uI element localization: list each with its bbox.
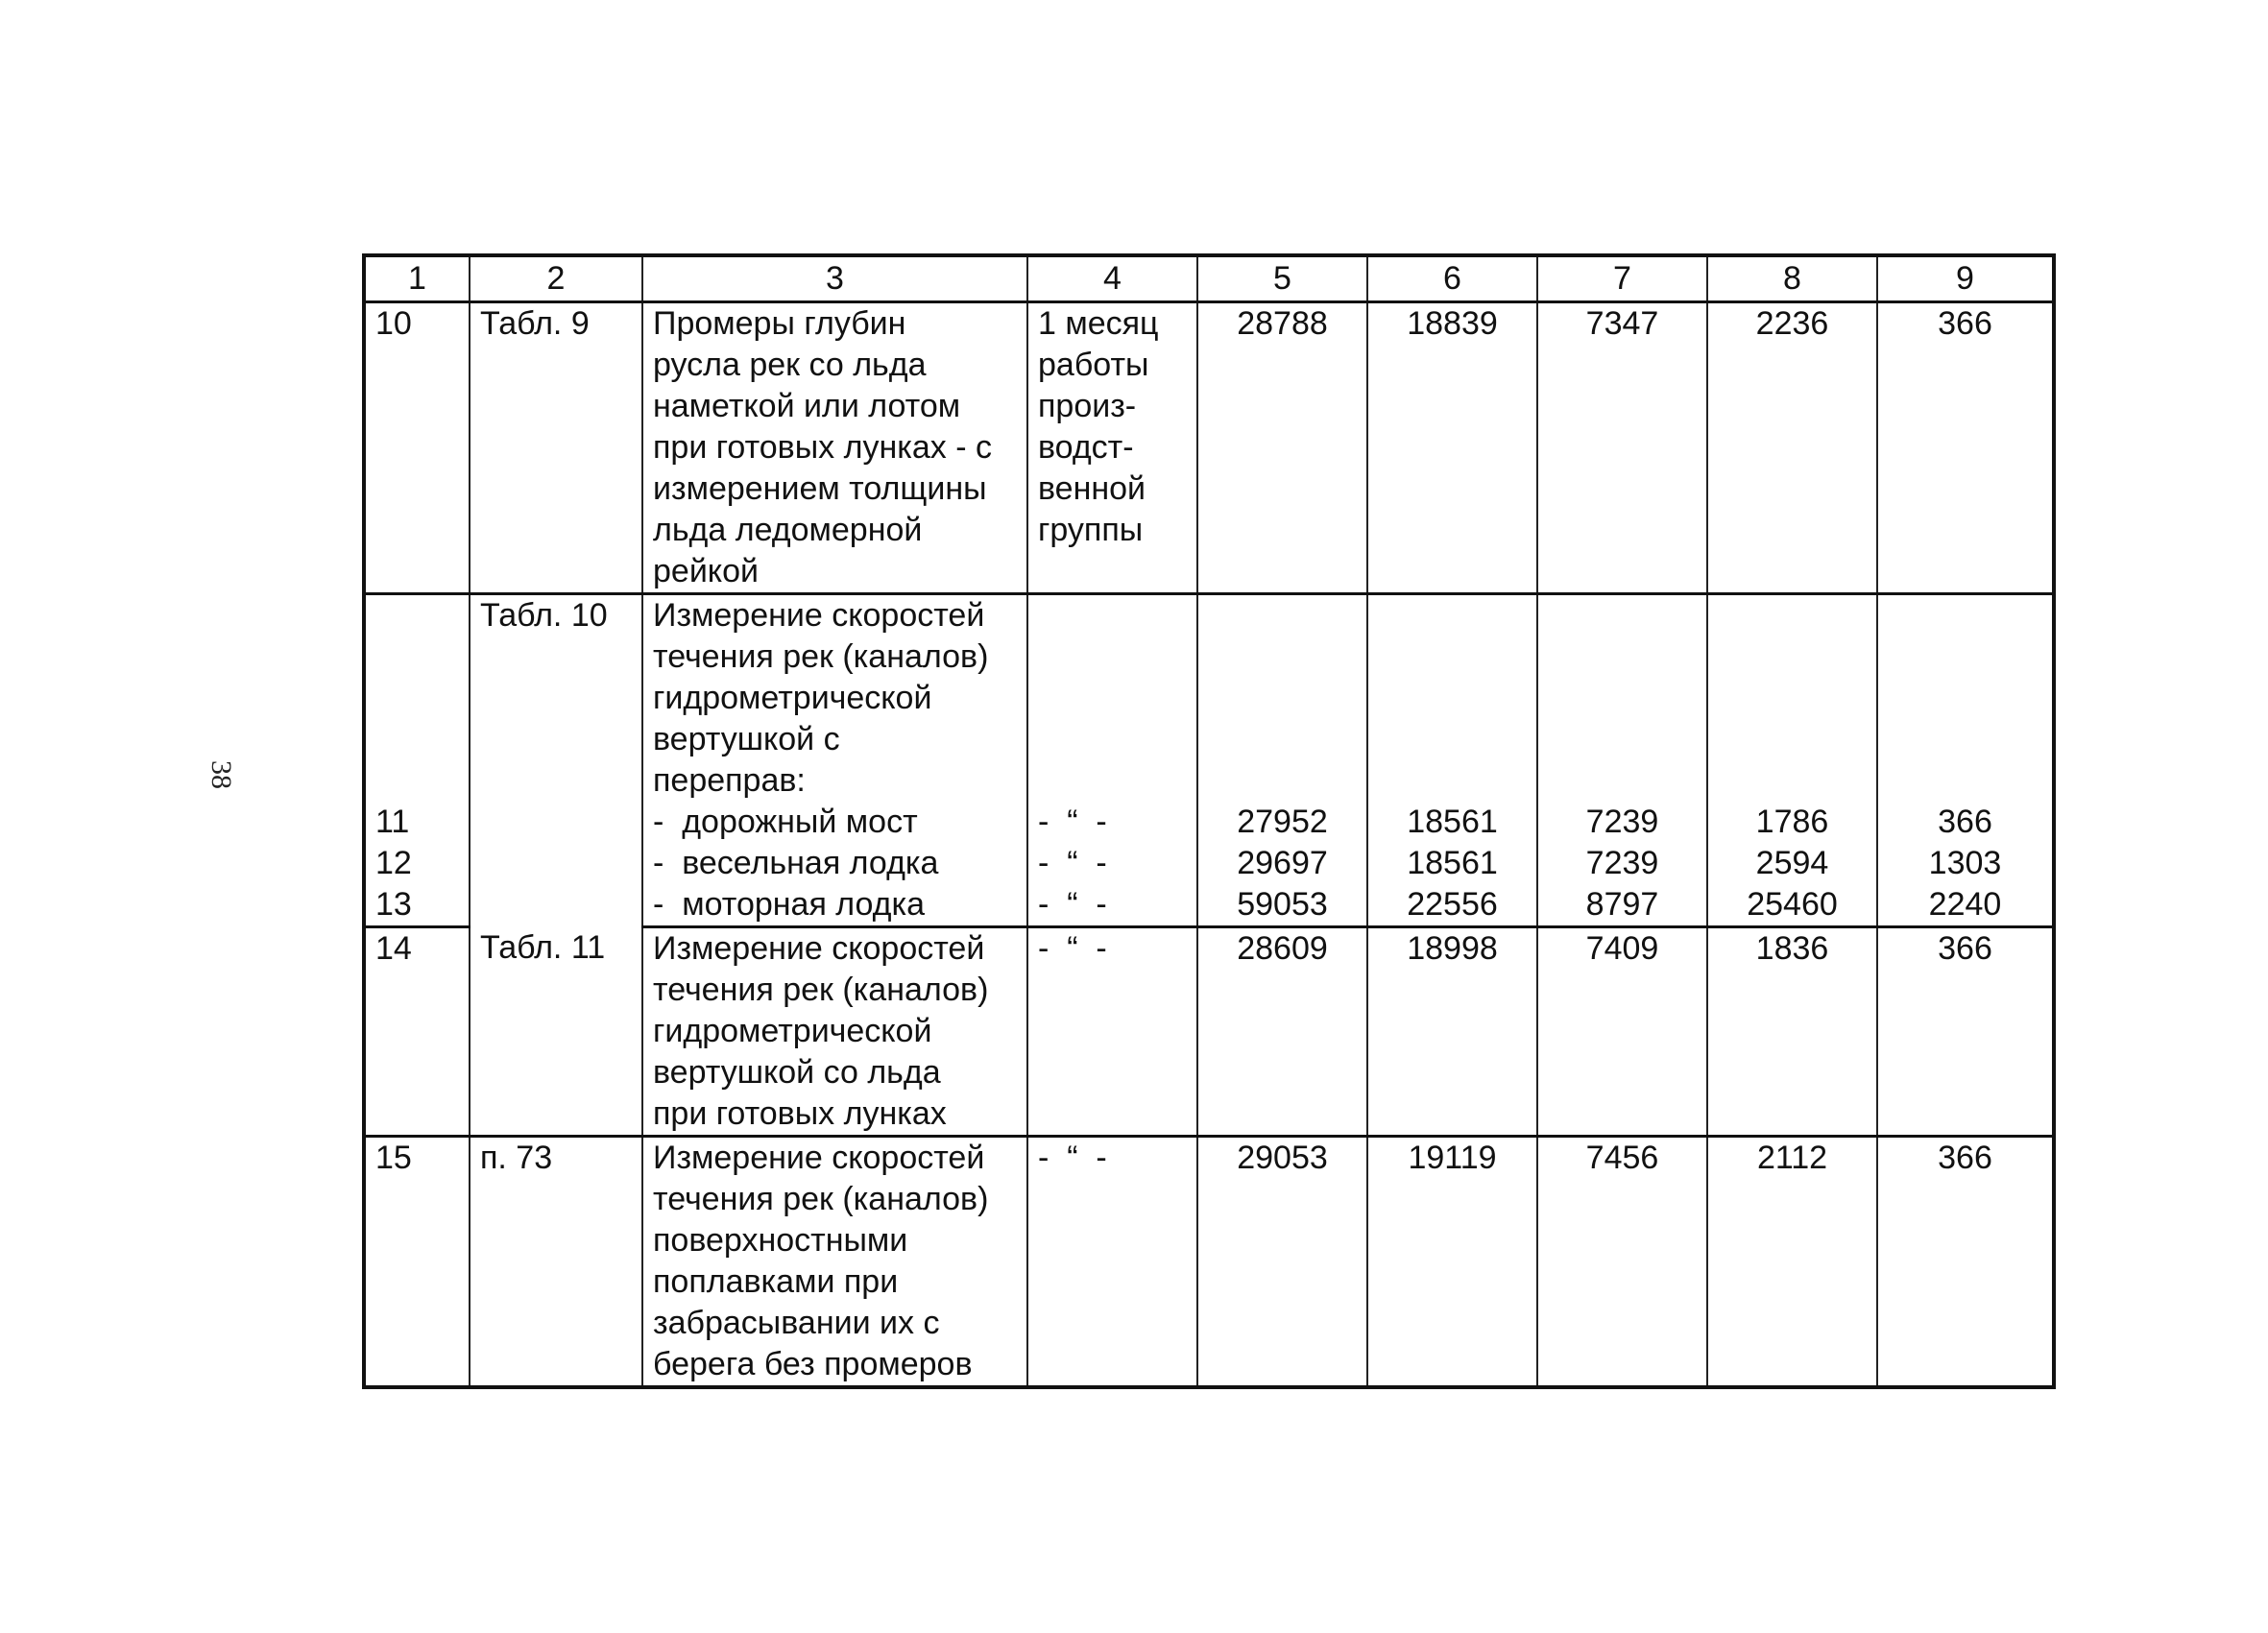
- header-cell: 7: [1537, 255, 1707, 302]
- description-line: Промеры глубин: [653, 305, 906, 342]
- value-col-9: [1877, 594, 2054, 803]
- unit-line: произ-: [1038, 388, 1137, 424]
- description-line: Измерение скоростей: [653, 1140, 985, 1176]
- row-reference: Табл. 9: [470, 302, 642, 594]
- description-line: забрасывании их с: [653, 1305, 940, 1341]
- description-line: течения рек (каналов): [653, 972, 989, 1008]
- value-col-6: 18998: [1367, 927, 1537, 1137]
- description-line: гидрометрической: [653, 1013, 932, 1049]
- row-description: [642, 927, 1027, 1137]
- unit-line: работы: [1038, 347, 1149, 383]
- header-cell: 9: [1877, 255, 2054, 302]
- value-col-5: 59053: [1197, 884, 1367, 927]
- description-line: берега без промеров: [653, 1346, 973, 1382]
- description-line: течения рек (каналов): [653, 1181, 989, 1217]
- description-line: русла рек со льда: [653, 347, 927, 383]
- value-col-8: 2112: [1707, 1137, 1877, 1388]
- value-col-7: 7456: [1537, 1137, 1707, 1388]
- header-cell: 1: [364, 255, 470, 302]
- value-col-6: 22556: [1367, 884, 1537, 927]
- header-cell: 8: [1707, 255, 1877, 302]
- value-col-7: 8797: [1537, 884, 1707, 927]
- description-line: наметкой или лотом: [653, 388, 961, 424]
- table-row: [364, 302, 2054, 594]
- row-description: - дорожный мост: [642, 802, 1027, 843]
- row-unit: - “ -: [1027, 1137, 1197, 1388]
- unit-line: венной: [1038, 470, 1146, 507]
- value-col-8: 25460: [1707, 884, 1877, 927]
- value-col-5: 28609: [1197, 927, 1367, 1137]
- description-line: поплавками при: [653, 1263, 899, 1300]
- unit-line: группы: [1038, 512, 1144, 548]
- row-number: 11: [364, 802, 470, 843]
- row-description: [642, 302, 1027, 594]
- header-cell: 3: [642, 255, 1027, 302]
- description-line: рейкой: [653, 553, 759, 589]
- value-col-6: [1367, 594, 1537, 803]
- header-cell: 6: [1367, 255, 1537, 302]
- value-col-6: 18561: [1367, 843, 1537, 884]
- value-col-8: [1707, 594, 1877, 803]
- value-col-5: 28788: [1197, 302, 1367, 594]
- row-number: 14: [364, 927, 470, 1137]
- value-col-8: 2594: [1707, 843, 1877, 884]
- value-col-5: [1197, 594, 1367, 803]
- row-reference: Табл. 11: [470, 927, 642, 1137]
- value-col-8: 2236: [1707, 302, 1877, 594]
- row-unit: - “ -: [1027, 843, 1197, 884]
- value-col-7: 7239: [1537, 843, 1707, 884]
- row-number: 13: [364, 884, 470, 927]
- value-col-8: 1836: [1707, 927, 1877, 1137]
- description-line: при готовых лунках - с: [653, 429, 992, 466]
- description-line: при готовых лунках: [653, 1095, 947, 1132]
- page-number: 38: [205, 760, 237, 789]
- description-line: вертушкой со льда: [653, 1054, 941, 1091]
- value-col-8: 1786: [1707, 802, 1877, 843]
- value-col-5: 27952: [1197, 802, 1367, 843]
- description-line: гидрометрической: [653, 680, 932, 716]
- value-col-6: 19119: [1367, 1137, 1537, 1388]
- row-reference: Табл. 10: [470, 594, 642, 927]
- header-cell: 4: [1027, 255, 1197, 302]
- rates-table: [362, 253, 2056, 1389]
- row-number: [364, 594, 470, 803]
- unit-line: водст-: [1038, 429, 1134, 466]
- value-col-9: 366: [1877, 1137, 2054, 1388]
- value-col-7: 7239: [1537, 802, 1707, 843]
- value-col-6: 18561: [1367, 802, 1537, 843]
- row-reference: п. 73: [470, 1137, 642, 1388]
- row-description: - моторная лодка: [642, 884, 1027, 927]
- description-line: Измерение скоростей: [653, 930, 985, 967]
- row-number: 15: [364, 1137, 470, 1388]
- description-line: Измерение скоростей: [653, 597, 985, 634]
- row-unit: - “ -: [1027, 884, 1197, 927]
- value-col-5: 29053: [1197, 1137, 1367, 1388]
- value-col-9: 366: [1877, 802, 2054, 843]
- description-line: вертушкой с: [653, 721, 840, 757]
- value-col-9: 366: [1877, 302, 2054, 594]
- row-number: 10: [364, 302, 470, 594]
- table-row: [364, 927, 2054, 1137]
- table-group-row: [364, 594, 2054, 803]
- header-cell: 5: [1197, 255, 1367, 302]
- value-col-7: [1537, 594, 1707, 803]
- value-col-7: 7347: [1537, 302, 1707, 594]
- row-unit: [1027, 594, 1197, 803]
- description-line: переправ:: [653, 762, 806, 799]
- row-unit: - “ -: [1027, 927, 1197, 1137]
- row-number: 12: [364, 843, 470, 884]
- value-col-7: 7409: [1537, 927, 1707, 1137]
- row-description: - весельная лодка: [642, 843, 1027, 884]
- table-row: [364, 1137, 2054, 1388]
- row-description: [642, 1137, 1027, 1388]
- value-col-5: 29697: [1197, 843, 1367, 884]
- value-col-9: 366: [1877, 927, 2054, 1137]
- description-line: поверхностными: [653, 1222, 908, 1259]
- value-col-9: 2240: [1877, 884, 2054, 927]
- description-line: течения рек (каналов): [653, 638, 989, 675]
- row-unit: - “ -: [1027, 802, 1197, 843]
- unit-line: 1 месяц: [1038, 305, 1159, 342]
- row-description: [642, 594, 1027, 803]
- value-col-6: 18839: [1367, 302, 1537, 594]
- description-line: измерением толщины: [653, 470, 987, 507]
- table-header-row: [364, 255, 2054, 302]
- value-col-9: 1303: [1877, 843, 2054, 884]
- rates-table-wrapper: [362, 253, 2052, 1389]
- row-unit: [1027, 302, 1197, 594]
- description-line: льда ледомерной: [653, 512, 923, 548]
- header-cell: 2: [470, 255, 642, 302]
